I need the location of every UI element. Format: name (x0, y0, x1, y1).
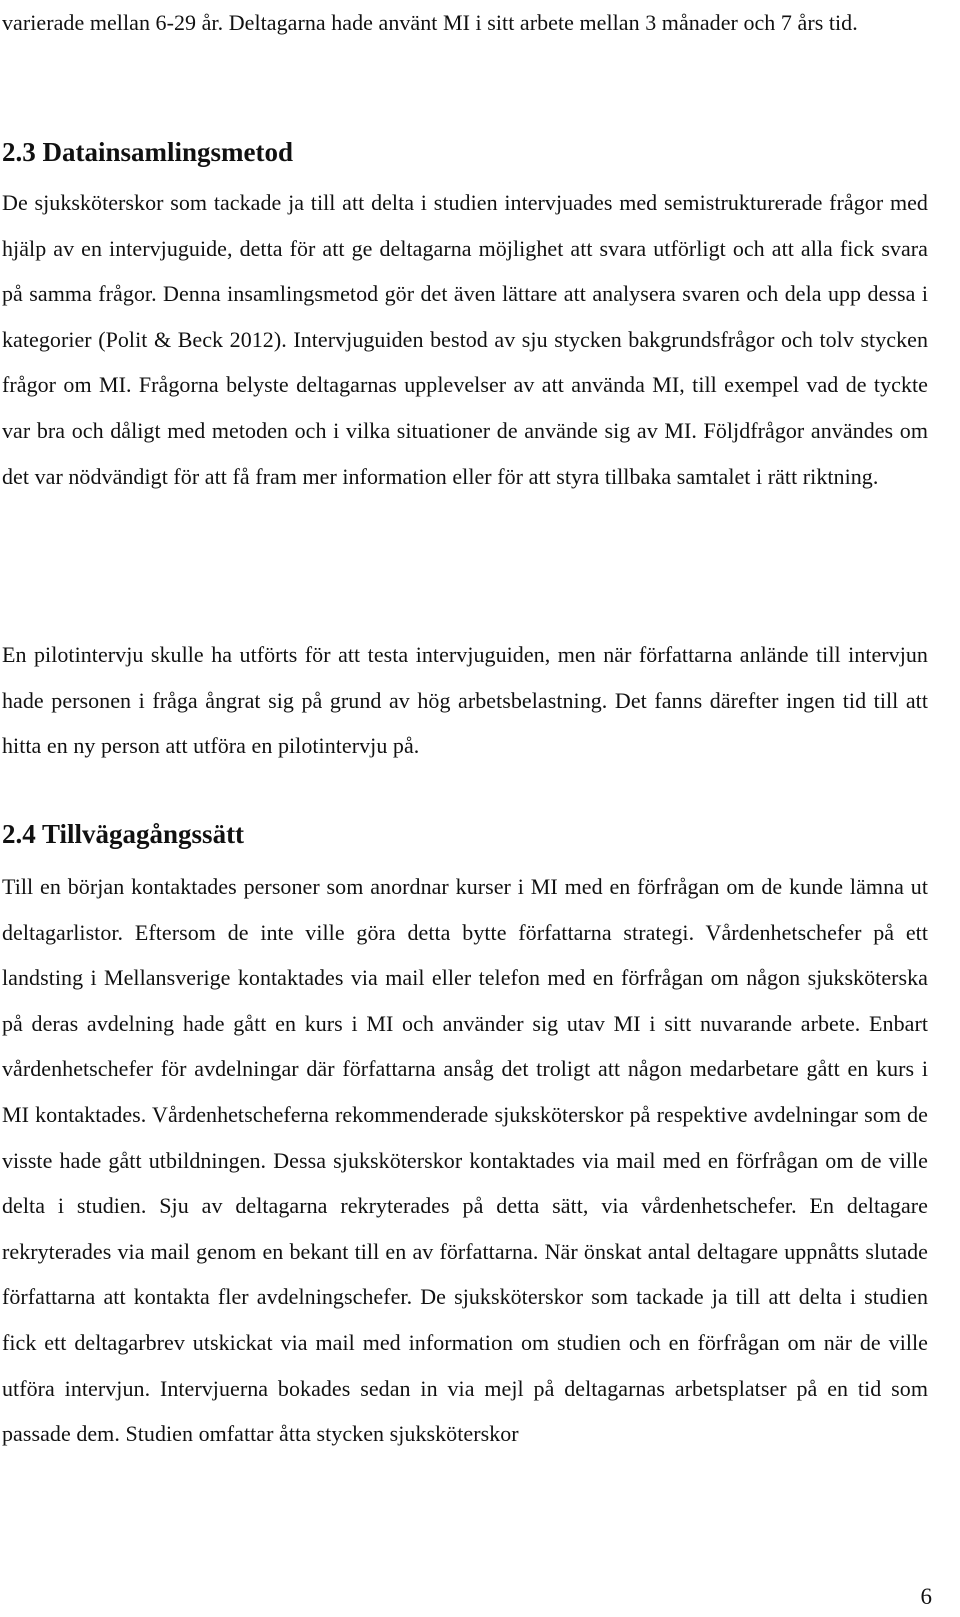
section-heading-datainsamlingsmetod: 2.3 Datainsamlingsmetod (2, 137, 294, 167)
section-heading-tillvagagangssatt: 2.4 Tillvägagångssätt (2, 819, 245, 849)
page-number: 6 (920, 1584, 932, 1609)
intro-paragraph: varierade mellan 6-29 år. Deltagarna hade använt MI i sitt arbete mellan 3 månader och 7 års tid. (2, 10, 858, 35)
section-2-3-paragraph-1: De sjuksköterskor som tackade ja till att delta i studien intervjuades med semistrukturerade frågor med hjälp av en intervjuguide, detta för att ge deltagarna möjlighet att svara utförligt och att alla fick svara på samma frågor. Denna insamlingsmetod gör det även lättare att analysera svaren och dela upp dessa i kategorier (Polit & Beck 2012). Intervjuguiden bestod av sju stycken bakgrundsfrågor och tolv stycken frågor om MI. Frågorna belyste deltagarnas upplevelser av att använda MI, till exempel vad de tyckte var bra och dåligt med metoden och i vilka situationer de använde sig av MI. Följdfrågor användes om det var nödvändigt för att få fram mer information eller för att styra tillbaka samtalet i rätt riktning. (2, 190, 928, 489)
section-2-3-paragraph-2: En pilotintervju skulle ha utförts för att testa intervjuguiden, men när författarna anlände till intervjun hade personen i fråga ångrat sig på grund av hög arbetsbelastning. Det fanns därefter ingen tid till att hitta en ny person att utföra en pilotintervju på. (2, 642, 928, 759)
section-2-4-paragraph-1: Till en början kontaktades personer som anordnar kurser i MI med en förfrågan om de kunde lämna ut deltagarlistor. Eftersom de inte ville göra detta bytte författarna strategi. Vårdenhetschefer på ett landsting i Mellansverige kontaktades via mail eller telefon med en förfrågan om någon sjuksköterska på deras avdelning hade gått en kurs i MI och använder sig utav MI i sitt nuvarande arbete. Enbart vårdenhetschefer för avdelningar där författarna ansåg det troligt att någon medarbetare gått en kurs i MI kontaktades. Vårdenhetscheferna rekommenderade sjuksköterskor på respektive avdelningar som de visste hade gått utbildningen. Dessa sjuksköterskor kontaktades via mail med en förfrågan om de ville delta i studien. Sju av deltagarna rekryterades på detta sätt, via vårdenhetschefer. En deltagare rekryterades via mail genom en bekant till en av författarna. När önskat antal deltagare uppnåtts slutade författarna att kontakta fler avdelningschefer. De sjuksköterskor som tackade ja till att delta i studien fick ett deltagarbrev utskickat via mail med information om studien och en förfrågan om när de ville utföra intervjun. Intervjuerna bokades sedan in via mejl på deltagarnas arbetsplatser på en tid som passade dem. Studien omfattar åtta stycken sjuksköterskor (2, 874, 928, 1447)
